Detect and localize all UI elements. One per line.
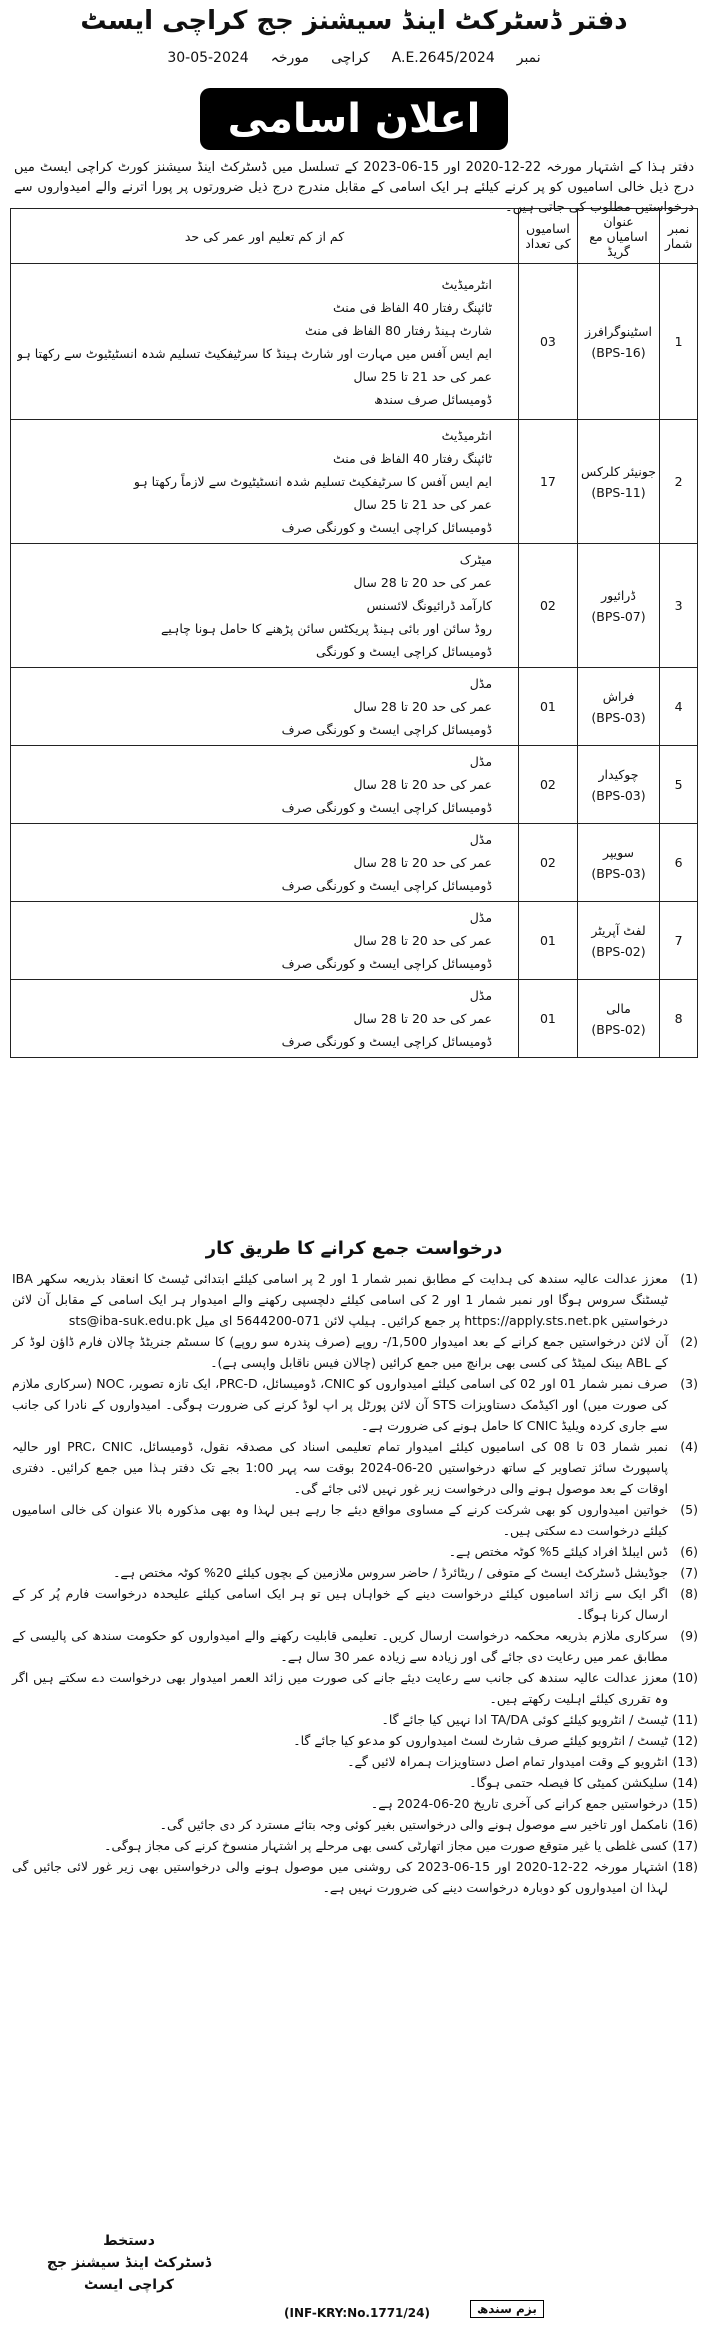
post-grade: (BPS-07) (591, 608, 646, 624)
instruction-text: معزز عدالت عالیہ سندھ کی جانب سے رعایت دیئے جانے کی صورت میں زائد العمر امیدوار بھی درخواست دے سکتے ہیں اگر وہ تقرری کیلئے اہلیت رکھتے ہیں۔ (12, 1670, 668, 1706)
instruction-text: سلیکشن کمیٹی کا فیصلہ حتمی ہوگا۔ (469, 1775, 668, 1790)
instruction-item (12, 1856, 698, 1898)
table-row (11, 746, 698, 824)
post-title: چوکیدار (598, 766, 639, 782)
intro-paragraph: دفتر ہذا کے اشتہار مورخہ 22-12-2020 اور 15-06-2023 کے تسلسل میں ڈسٹرکٹ اینڈ سیشنز کورٹ کراچی ایسٹ میں درج ذیل خالی اسامیوں کو پر کرنے کیلئے ہر ایک اسامی کے مقابل مندرج درج ذیل ضرورتوں پر پورا اترنے والے امیدواروں سے درخواستیں مطلوب کی جاتی ہیں۔ (14, 160, 695, 215)
date-label: مورخہ (270, 50, 310, 66)
row-post-count: 02 (519, 824, 578, 902)
row-post-count: 02 (519, 544, 578, 668)
row-serial-no: 3 (660, 544, 698, 668)
requirement-item: ڈومیسائل کراچی ایسٹ و کورنگی صرف (17, 718, 492, 741)
instruction-number: (16) (672, 1817, 698, 1832)
issue-date: 30-05-2024 (167, 50, 249, 66)
instruction-text: نامکمل اور تاخیر سے موصول ہونے والی درخواستیں بغیر کوئی وجہ بتائے مسترد کر دی جائیں گی۔ (159, 1817, 668, 1832)
instruction-number: (14) (672, 1775, 698, 1790)
instruction-text: نمبر شمار 03 تا 08 کی اسامیوں کیلئے امیدوار تمام تعلیمی اسناد کی مصدقہ نقول، ڈومیسائل، PRC، CNIC اور حالیہ پاسپورٹ سائز تصاویر کے ساتھ درخواستیں 20-06-2024 بوقت سہ پہر 1:00 بجے تک دفتر ہذا میں جمع کرائیں۔ دفتری اوقات کے بعد موصول ہونے والی درخواست زیر غور نہیں لائی جائے گی۔ (12, 1439, 669, 1496)
row-requirements (11, 746, 519, 824)
info-department-code: (INF-KRY:No.1771/24) (284, 2306, 430, 2320)
post-grade: (BPS-02) (591, 1021, 646, 1037)
instruction-text: کسی غلطی یا غیر متوقع صورت میں مجاز اتھارٹی کسی بھی مرحلے پر اشتہار منسوخ کرنے کی مجاز ہوگی۔ (104, 1838, 668, 1853)
instruction-text: آن لائن درخواستیں جمع کرانے کے بعد امیدوار 1,500/- روپے (صرف پندرہ سو روپے) کا سسٹم جنریٹڈ چالان فارم ڈاؤن لوڈ کر کے ABL بینک لمیٹڈ کی کسی بھی برانچ میں جمع کرائیں (چالان فیس ناقابل واپسی ہے)۔ (12, 1334, 668, 1370)
requirement-item: روڈ سائن اور بائی ہینڈ پریکٹس سائن پڑھنے کا حامل ہونا چاہیے (17, 617, 492, 640)
post-title: جونیئر کلرکس (581, 463, 656, 479)
row-serial-no: 7 (660, 902, 698, 980)
post-grade: (BPS-02) (591, 943, 646, 959)
requirement-item: عمر کی حد 20 تا 28 سال (17, 571, 492, 594)
instruction-item (12, 1814, 698, 1835)
instruction-number: (15) (672, 1796, 698, 1811)
table-header-row (11, 209, 698, 264)
announcement-banner: اعلان اسامی (200, 88, 508, 150)
table-row (11, 668, 698, 746)
requirement-item: ڈومیسائل کراچی ایسٹ و کورنگی صرف (17, 1030, 492, 1053)
reference-line (0, 50, 708, 66)
instruction-text: ٹیسٹ / انٹرویو کیلئے کوئی TA/DA ادا نہیں کیا جائے گا۔ (381, 1712, 668, 1727)
instruction-item (12, 1667, 698, 1709)
post-grade: (BPS-03) (591, 787, 646, 803)
instruction-item (12, 1730, 698, 1751)
instruction-number: (7) (680, 1565, 698, 1580)
instruction-item (12, 1268, 698, 1331)
row-requirements (11, 668, 519, 746)
requirement-item: عمر کی حد 20 تا 28 سال (17, 773, 492, 796)
instruction-number: (12) (672, 1733, 698, 1748)
instruction-text: ٹیسٹ / انٹرویو کیلئے صرف شارٹ لسٹ امیدواروں کو مدعو کیا جائے گا۔ (293, 1733, 668, 1748)
requirement-item: عمر کی حد 21 تا 25 سال (17, 365, 492, 388)
instruction-item (12, 1583, 698, 1625)
requirement-item: مڈل (17, 672, 492, 695)
signature-block (24, 2230, 234, 2296)
post-title: مالی (606, 1000, 631, 1016)
table-row (11, 980, 698, 1058)
post-title: اسٹینوگرافرز (585, 323, 652, 339)
signature-label: دستخط (103, 2233, 155, 2249)
instruction-number: (6) (680, 1544, 698, 1559)
requirement-item: ڈومیسائل صرف سندھ (17, 388, 492, 411)
row-post-count: 17 (519, 420, 578, 544)
instruction-item (12, 1625, 698, 1667)
requirement-item: کارآمد ڈرائیونگ لائسنس (17, 594, 492, 617)
row-post-count: 01 (519, 668, 578, 746)
row-serial-no: 8 (660, 980, 698, 1058)
row-requirements (11, 902, 519, 980)
row-requirements (11, 824, 519, 902)
requirement-item: مڈل (17, 906, 492, 929)
row-serial-no: 2 (660, 420, 698, 544)
requirement-item: ڈومیسائل کراچی ایسٹ و کورنگی صرف (17, 796, 492, 819)
header-post-title: عنوان اسامیاں مع گریڈ (577, 209, 659, 264)
instruction-text: سرکاری ملازم بذریعہ محکمہ درخواست ارسال کریں۔ تعلیمی قابلیت رکھنے والے امیدواروں کو حکومت سندھ کی پالیسی کے مطابق عمر میں رعایت دی جائے گی اور زیادہ سے زیادہ عمر 30 سال ہے۔ (12, 1628, 668, 1664)
instruction-item (12, 1709, 698, 1730)
row-post-title-cell (577, 420, 659, 544)
number-label: نمبر (516, 50, 541, 66)
instruction-item (12, 1835, 698, 1856)
row-serial-no: 6 (660, 824, 698, 902)
instruction-number: (4) (680, 1439, 698, 1454)
signatory-title: ڈسٹرکٹ اینڈ سیشنز جج (46, 2255, 212, 2271)
row-requirements (11, 544, 519, 668)
instruction-number: (10) (672, 1670, 698, 1685)
instruction-text: خواتین امیدواروں کو بھی شرکت کرنے کے مساوی مواقع دیئے جا رہے ہیں لہذا وہ بھی مذکورہ بالا عنوان کی خالی اسامیوں کیلئے درخواست دے سکتی ہیں۔ (12, 1502, 668, 1538)
table-row (11, 264, 698, 420)
instruction-list (12, 1268, 698, 1898)
instruction-item (12, 1373, 698, 1436)
row-post-title-cell (577, 746, 659, 824)
instruction-text: ڈس ایبلڈ افراد کیلئے 5% کوٹہ مختص ہے۔ (448, 1544, 668, 1559)
instruction-number: (17) (672, 1838, 698, 1853)
row-requirements (11, 980, 519, 1058)
row-post-count: 01 (519, 902, 578, 980)
header-post-count: اسامیوں کی تعداد (519, 209, 578, 264)
reference-number: A.E.2645/2024 (391, 50, 495, 66)
row-post-title-cell (577, 980, 659, 1058)
vacancy-table (10, 208, 698, 1058)
row-post-title-cell (577, 668, 659, 746)
post-title: ڈرائیور (601, 587, 636, 603)
requirement-item: شارٹ ہینڈ رفتار 80 الفاظ فی منٹ (17, 319, 492, 342)
requirement-item: عمر کی حد 21 تا 25 سال (17, 493, 492, 516)
instruction-text: اشتہار مورخہ 22-12-2020 اور 15-06-2023 کی روشنی میں موصول ہونے والی درخواستیں بھی زیر غور لائی جائیں گی لہذا ان امیدواروں کو دوبارہ درخواست دینے کی ضرورت نہیں ہے۔ (12, 1859, 669, 1895)
row-requirements (11, 420, 519, 544)
instruction-item (12, 1793, 698, 1814)
post-title: سویپر (602, 844, 635, 860)
instruction-number: (11) (672, 1712, 698, 1727)
post-title: لفٹ آپریٹر (591, 922, 646, 938)
requirement-item: ٹائپنگ رفتار 40 الفاظ فی منٹ (17, 447, 492, 470)
row-post-title-cell (577, 902, 659, 980)
instruction-number: (18) (672, 1859, 698, 1874)
requirement-item: عمر کی حد 20 تا 28 سال (17, 1007, 492, 1030)
requirement-item: ٹائپنگ رفتار 40 الفاظ فی منٹ (17, 296, 492, 319)
requirement-item: میٹرک (17, 548, 492, 571)
application-procedure-heading: درخواست جمع کرانے کا طریق کار (205, 1238, 503, 1259)
post-title: فراش (602, 688, 635, 704)
post-grade: (BPS-11) (591, 484, 646, 500)
requirement-item: ڈومیسائل کراچی ایسٹ و کورنگی صرف (17, 874, 492, 897)
instruction-text: اگر ایک سے زائد اسامیوں کیلئے درخواست دینے کے خواہاں ہیں تو ہر ایک اسامی کیلئے علیحدہ درخواست فارم پُر کر کے ارسال کرنا ہوگا۔ (12, 1586, 668, 1622)
instruction-number: (3) (680, 1376, 698, 1391)
row-post-count: 03 (519, 264, 578, 420)
row-post-title-cell (577, 824, 659, 902)
table-row (11, 902, 698, 980)
instruction-number: (5) (680, 1502, 698, 1517)
instruction-text: درخواستیں جمع کرانے کی آخری تاریخ 20-06-2024 ہے۔ (370, 1796, 668, 1811)
post-grade: (BPS-03) (591, 865, 646, 881)
instruction-item (12, 1541, 698, 1562)
instruction-item (12, 1436, 698, 1499)
city-label: کراچی (331, 50, 370, 66)
instruction-number: (1) (680, 1271, 698, 1286)
instruction-item (12, 1499, 698, 1541)
instruction-number: (2) (680, 1334, 698, 1349)
instruction-item (12, 1751, 698, 1772)
row-post-count: 01 (519, 980, 578, 1058)
post-grade: (BPS-03) (591, 709, 646, 725)
row-serial-no: 4 (660, 668, 698, 746)
requirement-item: انٹرمیڈیٹ (17, 424, 492, 447)
instruction-text: صرف نمبر شمار 01 اور 02 کی اسامی کیلئے امیدواروں کو CNIC، ڈومیسائل، PRC-D، ایک تازہ تصویر، NOC (سرکاری ملازم کی صورت میں) اور اکیڈمک دستاویزات STS آن لائن پورٹل پر اپ لوڈ کرنے کی ضرورت ہوگی۔ امیدواروں کے نادرا کی جانب سے جاری کردہ ویلیڈ CNIC کا حامل ہونے کی ضرورت ہے۔ (12, 1376, 669, 1433)
instruction-item (12, 1331, 698, 1373)
requirement-item: ڈومیسائل کراچی ایسٹ و کورنگی (17, 640, 492, 663)
table-row (11, 420, 698, 544)
publication-stamp: بزم سندھ (470, 2300, 544, 2318)
instruction-text: جوڈیشل ڈسٹرکٹ ایسٹ کے متوفی / ریٹائرڈ / حاضر سروس ملازمین کے بچوں کیلئے 20% کوٹہ مختص ہے۔ (113, 1565, 668, 1580)
office-title: دفتر ڈسٹرکٹ اینڈ سیشنز جج کراچی ایسٹ (80, 6, 628, 36)
row-requirements (11, 264, 519, 420)
row-post-title-cell (577, 264, 659, 420)
row-serial-no: 1 (660, 264, 698, 420)
instruction-item (12, 1562, 698, 1583)
instruction-number: (13) (672, 1754, 698, 1769)
requirement-item: عمر کی حد 20 تا 28 سال (17, 695, 492, 718)
requirement-item: ڈومیسائل کراچی ایسٹ و کورنگی صرف (17, 952, 492, 975)
instruction-number: (8) (680, 1586, 698, 1601)
header-serial-no: نمبر شمار (660, 209, 698, 264)
requirement-item: ڈومیسائل کراچی ایسٹ و کورنگی صرف (17, 516, 492, 539)
table-row (11, 544, 698, 668)
requirement-item: عمر کی حد 20 تا 28 سال (17, 929, 492, 952)
instruction-item (12, 1772, 698, 1793)
instruction-text: معزز عدالت عالیہ سندھ کی ہدایت کے مطابق نمبر شمار 1 اور 2 پر اسامی کیلئے ابتدائی ٹیسٹ کا انعقاد بذریعہ سکھر IBA ٹیسٹنگ سروس ہوگا اور نمبر شمار 1 اور 2 کی اسامی کیلئے دلچسپی رکھنے والے امیدوار ہر ایک اسامی کے مقابل آن لائن درخواستیں https://apply.sts.net.pk پر جمع کرائیں۔ ہیلپ لائن 071-5644200 ای میل sts@iba-suk.edu.pk (12, 1271, 669, 1328)
table-row (11, 824, 698, 902)
instruction-number: (9) (680, 1628, 698, 1643)
requirement-item: ایم ایس آفس کا سرٹیفکیٹ تسلیم شدہ انسٹیٹیوٹ سے لازماً رکھتا ہو (17, 470, 492, 493)
post-grade: (BPS-16) (591, 344, 646, 360)
requirement-item: مڈل (17, 828, 492, 851)
row-serial-no: 5 (660, 746, 698, 824)
requirement-item: مڈل (17, 750, 492, 773)
row-post-count: 02 (519, 746, 578, 824)
requirement-item: مڈل (17, 984, 492, 1007)
requirement-item: انٹرمیڈیٹ (17, 273, 492, 296)
requirement-item: ایم ایس آفس میں مہارت اور شارٹ ہینڈ کا سرٹیفکیٹ تسلیم شدہ انسٹیٹیوٹ سے رکھتا ہو (17, 342, 492, 365)
signatory-district: کراچی ایسٹ (84, 2277, 174, 2293)
header-requirements: کم از کم تعلیم اور عمر کی حد (11, 209, 519, 264)
row-post-title-cell (577, 544, 659, 668)
instruction-text: انٹرویو کے وقت امیدوار تمام اصل دستاویزات ہمراہ لائیں گے۔ (347, 1754, 668, 1769)
requirement-item: عمر کی حد 20 تا 28 سال (17, 851, 492, 874)
